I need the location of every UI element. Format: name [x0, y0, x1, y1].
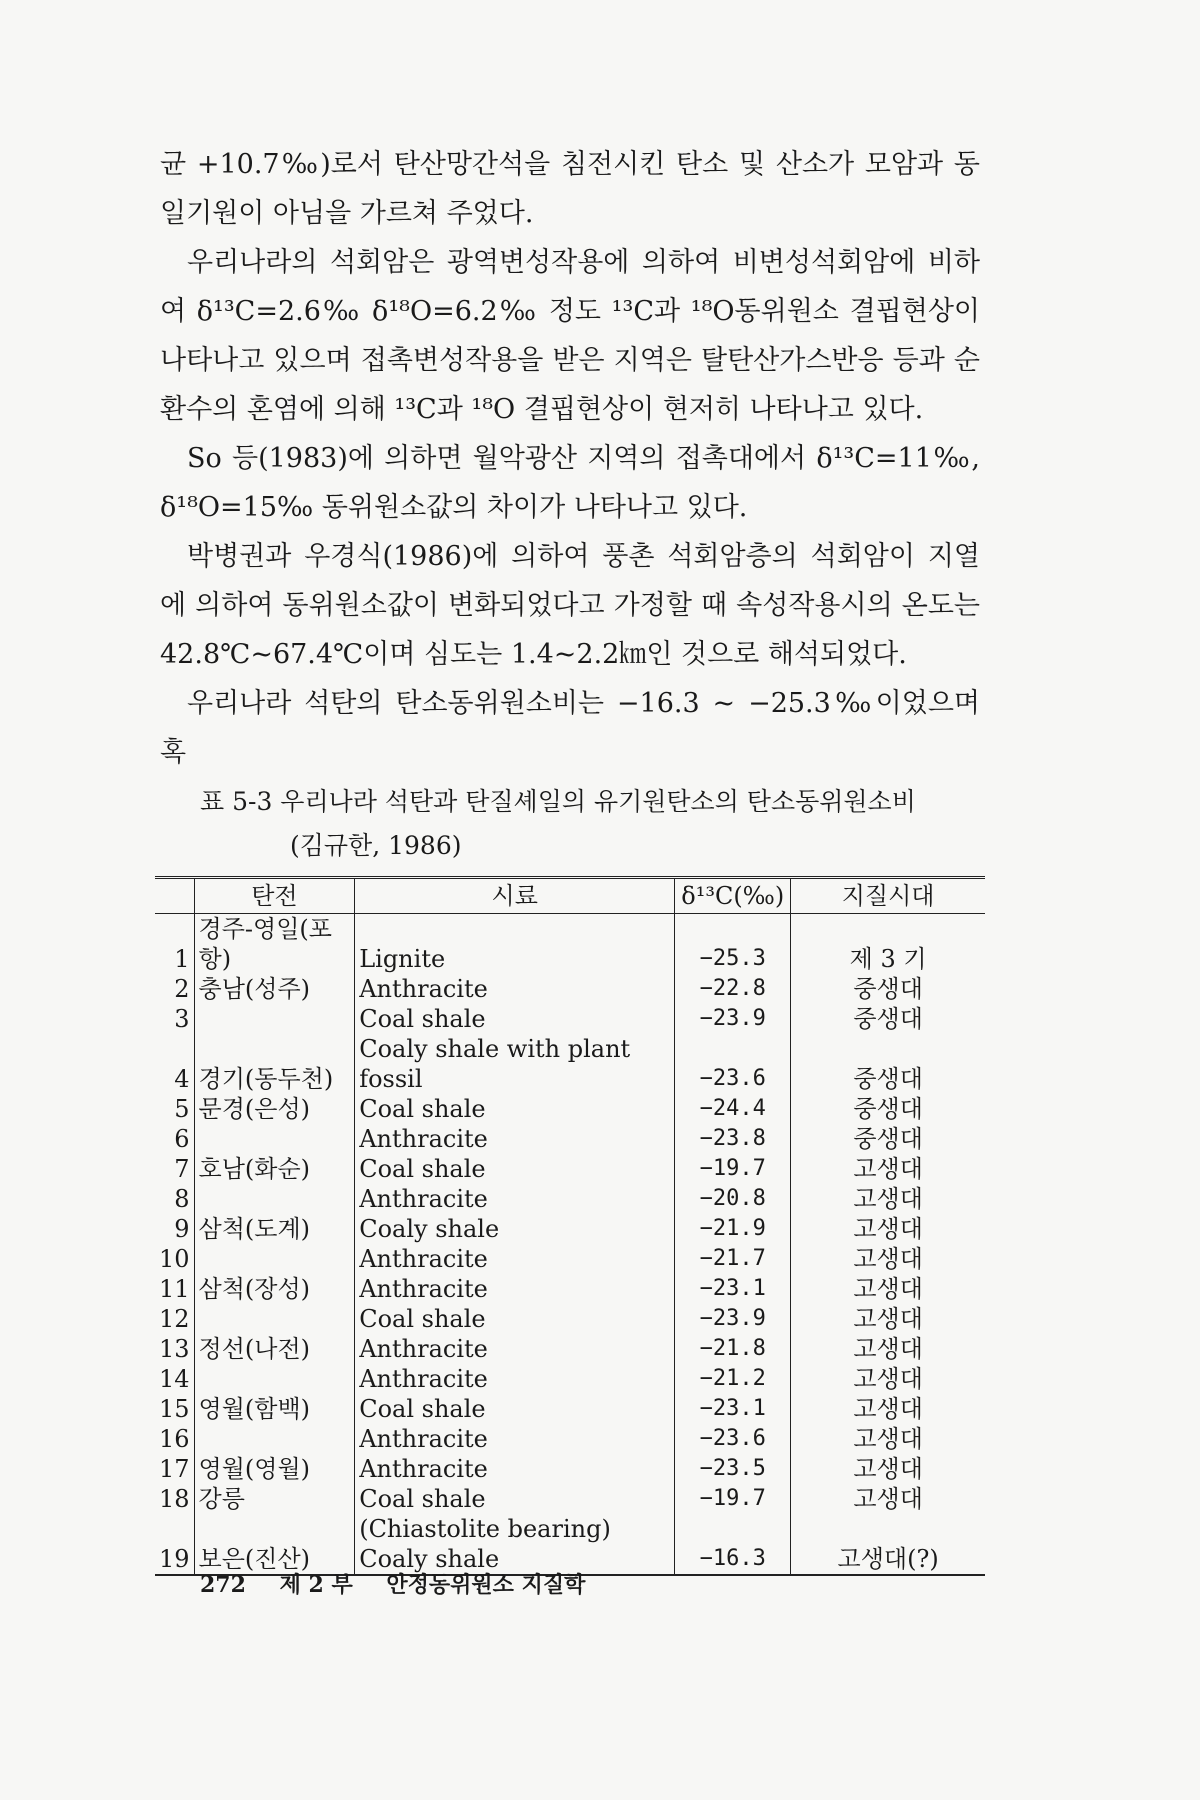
coalfield-cell: 충남(성주) — [194, 974, 355, 1004]
table-row — [155, 1304, 985, 1334]
table-body — [155, 914, 985, 1576]
geologic-age-cell: 고생대 — [791, 1274, 985, 1304]
part-label: 제 2 부 — [279, 1572, 353, 1598]
geologic-age-cell: 고생대 — [791, 1454, 985, 1484]
table-caption-source: (김규한, 1986) — [290, 831, 462, 860]
geologic-age-cell: 고생대 — [791, 1334, 985, 1364]
paragraph: 박병권과 우경식(1986)에 의하여 풍촌 석회암층의 석회암이 지열에 의하여 동위원소값이 변화되었다고 가정할 때 속성작용시의 온도는 42.8℃~67.4℃이며 심도는 1.4~2.2㎞인 것으로 해석되었다. — [160, 541, 980, 670]
isotope-table — [155, 876, 985, 1576]
delta13c-cell: −20.8 — [675, 1184, 791, 1214]
table-row — [155, 974, 985, 1004]
page-number: 272 — [200, 1572, 246, 1598]
row-number: 19 — [155, 1514, 194, 1575]
coalfield-cell: 경기(동두천) — [194, 1034, 355, 1094]
geologic-age-cell: 고생대 — [791, 1364, 985, 1394]
delta13c-cell: −16.3 — [675, 1514, 791, 1575]
coalfield-cell: 영월(함백) — [194, 1394, 355, 1424]
delta13c-cell: −23.1 — [675, 1274, 791, 1304]
row-number: 14 — [159, 1365, 190, 1393]
table-row — [155, 1094, 985, 1124]
header-delta13c: δ¹³C(‰) — [675, 878, 791, 914]
delta13c-cell: −21.9 — [675, 1214, 791, 1244]
sample-cell: Coal shale — [355, 1484, 675, 1514]
sample-cell: Anthracite — [355, 1244, 675, 1274]
delta13c-cell: −25.3 — [675, 914, 791, 975]
row-number: 6 — [174, 1125, 190, 1153]
sample-cell: Anthracite — [355, 974, 675, 1004]
geologic-age-cell: 중생대 — [791, 1124, 985, 1154]
header-no — [155, 878, 194, 914]
table-row — [155, 1004, 985, 1034]
coalfield-cell: 호남(화순) — [194, 1154, 355, 1184]
sample-cell: Coal shale — [355, 1394, 675, 1424]
row-number: 7 — [174, 1155, 190, 1183]
header-sample: 시료 — [355, 878, 675, 914]
row-number: 3 — [174, 1005, 190, 1033]
sample-cell: (Chiastolite bearing) Coaly shale — [355, 1514, 675, 1575]
coalfield-cell — [194, 1244, 355, 1274]
geologic-age-cell: 중생대 — [791, 974, 985, 1004]
paragraph: So 등(1983)에 의하면 월악광산 지역의 접촉대에서 δ¹³C=11‰, δ¹⁸O=15‰ 동위원소값의 차이가 나타나고 있다. — [160, 443, 980, 523]
delta13c-cell: −23.6 — [675, 1424, 791, 1454]
row-number: 16 — [159, 1425, 190, 1453]
sample-cell: Coal shale — [355, 1304, 675, 1334]
geologic-age-cell: 중생대 — [791, 1034, 985, 1094]
row-number: 17 — [159, 1455, 190, 1483]
geologic-age-cell: 고생대 — [791, 1394, 985, 1424]
sample-cell: Anthracite — [355, 1334, 675, 1364]
geologic-age-cell: 중생대 — [791, 1094, 985, 1124]
sample-cell: Anthracite — [355, 1364, 675, 1394]
delta13c-cell: −21.2 — [675, 1364, 791, 1394]
table-row — [155, 1274, 985, 1304]
sample-cell: Coal shale — [355, 1094, 675, 1124]
paragraph: 우리나라의 석회암은 광역변성작용에 의하여 비변성석회암에 비하여 δ¹³C=2.6‰ δ¹⁸O=6.2‰ 정도 ¹³C과 ¹⁸O동위원소 결핍현상이 나타나고 있으며 접촉변성작용을 받은 지역은 탈탄산가스반응 등과 순환수의 혼염에 의해 ¹³C과 ¹⁸O 결핍현상이 현저히 나타나고 있다. — [160, 247, 980, 425]
geologic-age-cell: 고생대 — [791, 1214, 985, 1244]
delta13c-cell: −23.5 — [675, 1454, 791, 1484]
delta13c-cell: −21.7 — [675, 1244, 791, 1274]
coalfield-cell: 경주-영일(포항) — [194, 914, 355, 975]
coalfield-cell — [194, 1424, 355, 1454]
geologic-age-cell: 고생대 — [791, 1184, 985, 1214]
table-caption — [160, 780, 980, 868]
body-text — [160, 140, 980, 777]
row-number: 13 — [159, 1335, 190, 1363]
table-row — [155, 1484, 985, 1514]
row-number: 11 — [159, 1275, 190, 1303]
coalfield-cell: 삼척(장성) — [194, 1274, 355, 1304]
coalfield-cell — [194, 1004, 355, 1034]
paragraph-continued: 균 +10.7‰)로서 탄산망간석을 침전시킨 탄소 및 산소가 모암과 동일기원이 아님을 가르쳐 주었다. — [160, 149, 980, 229]
row-number: 1 — [174, 945, 190, 973]
sample-cell: Anthracite — [355, 1184, 675, 1214]
geologic-age-cell: 고생대 — [791, 1154, 985, 1184]
row-number: 9 — [174, 1215, 190, 1243]
table-row — [155, 1394, 985, 1424]
row-number: 8 — [174, 1185, 190, 1213]
row-number: 5 — [174, 1095, 190, 1123]
coalfield-cell: 문경(은성) — [194, 1094, 355, 1124]
book-title: 안정동위원소 지질학 — [386, 1572, 586, 1598]
table-container — [155, 876, 985, 1576]
coalfield-cell: 영월(영월) — [194, 1454, 355, 1484]
delta13c-cell: −23.1 — [675, 1394, 791, 1424]
table-row — [155, 1214, 985, 1244]
delta13c-cell: −19.7 — [675, 1154, 791, 1184]
delta13c-cell: −23.9 — [675, 1004, 791, 1034]
sample-cell: Anthracite — [355, 1454, 675, 1484]
row-number: 10 — [159, 1245, 190, 1273]
table-row — [155, 1514, 985, 1575]
coalfield-cell: 삼척(도계) — [194, 1214, 355, 1244]
table-caption-title: 표 5-3 우리나라 석탄과 탄질셰일의 유기원탄소의 탄소동위원소비 — [200, 787, 916, 816]
coalfield-cell: 보은(진산) — [194, 1514, 355, 1575]
coalfield-cell: 강릉 — [194, 1484, 355, 1514]
header-geologic-age: 지질시대 — [791, 878, 985, 914]
table-row — [155, 1364, 985, 1394]
delta13c-cell: −23.6 — [675, 1034, 791, 1094]
coalfield-cell — [194, 1124, 355, 1154]
table-row — [155, 1454, 985, 1484]
coalfield-cell — [194, 1304, 355, 1334]
row-number: 15 — [159, 1395, 190, 1423]
delta13c-cell: −22.8 — [675, 974, 791, 1004]
delta13c-cell: −23.8 — [675, 1124, 791, 1154]
row-number: 18 — [159, 1485, 190, 1513]
sample-cell: Coal shale — [355, 1154, 675, 1184]
geologic-age-cell: 고생대(?) — [791, 1514, 985, 1575]
delta13c-cell: −21.8 — [675, 1334, 791, 1364]
delta13c-cell: −23.9 — [675, 1304, 791, 1334]
paragraph: 우리나라 석탄의 탄소동위원소비는 −16.3 ~ −25.3‰이었으며 혹 — [160, 688, 980, 768]
coalfield-cell — [194, 1184, 355, 1214]
page-footer — [200, 1568, 611, 1599]
table-row — [155, 1124, 985, 1154]
sample-cell: Coaly shale — [355, 1214, 675, 1244]
table-row — [155, 1334, 985, 1364]
delta13c-cell: −24.4 — [675, 1094, 791, 1124]
geologic-age-cell: 제 3 기 — [791, 914, 985, 975]
table-row — [155, 1154, 985, 1184]
table-row — [155, 1424, 985, 1454]
geologic-age-cell: 중생대 — [791, 1004, 985, 1034]
sample-cell: Anthracite — [355, 1274, 675, 1304]
sample-cell: Coal shale — [355, 1004, 675, 1034]
coalfield-cell — [194, 1364, 355, 1394]
row-number: 12 — [159, 1305, 190, 1333]
sample-cell: Coaly shale with plant fossil — [355, 1034, 675, 1094]
sample-cell: Anthracite — [355, 1424, 675, 1454]
geologic-age-cell: 고생대 — [791, 1304, 985, 1334]
table-row — [155, 1034, 985, 1094]
header-coalfield: 탄전 — [194, 878, 355, 914]
coalfield-cell: 정선(나전) — [194, 1334, 355, 1364]
delta13c-cell: −19.7 — [675, 1484, 791, 1514]
sample-cell: Lignite — [355, 914, 675, 975]
geologic-age-cell: 고생대 — [791, 1484, 985, 1514]
geologic-age-cell: 고생대 — [791, 1424, 985, 1454]
row-number: 2 — [174, 975, 190, 1003]
geologic-age-cell: 고생대 — [791, 1244, 985, 1274]
table-row — [155, 914, 985, 975]
table-row — [155, 1184, 985, 1214]
row-number: 4 — [174, 1065, 190, 1093]
sample-cell: Anthracite — [355, 1124, 675, 1154]
table-header-row — [155, 878, 985, 914]
table-row — [155, 1244, 985, 1274]
